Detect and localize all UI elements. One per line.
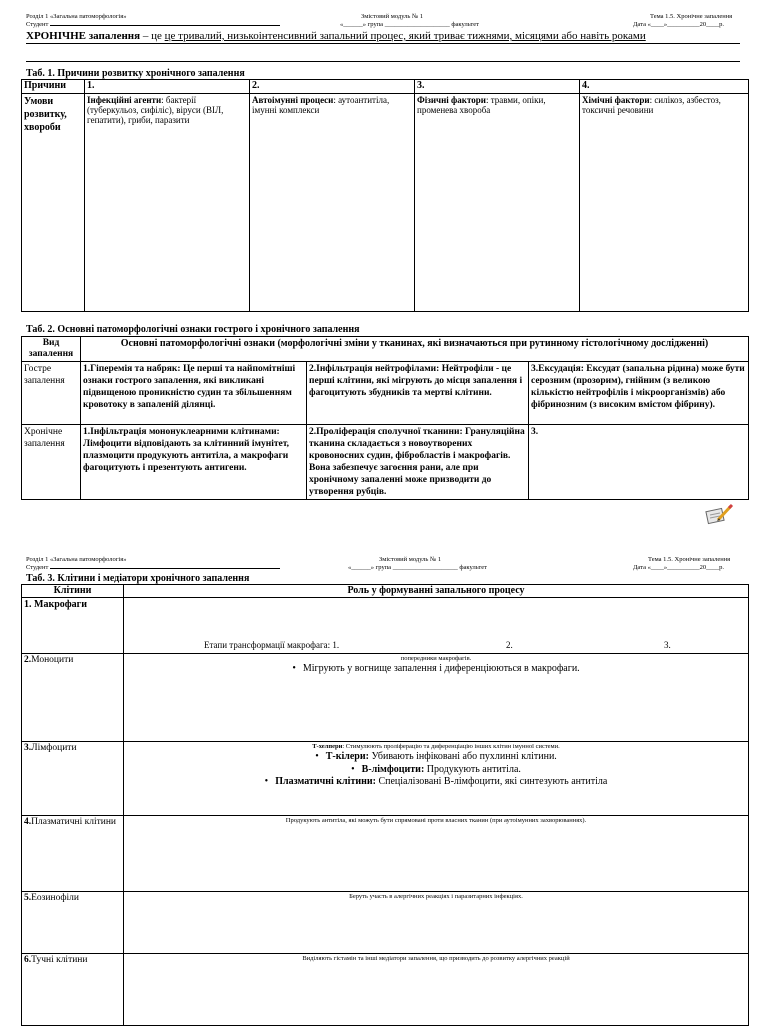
definition-underline: [26, 43, 740, 44]
definition-line-2[interactable]: [26, 61, 740, 62]
header-topic: Тема 1.5. Хронічне запалення: [648, 556, 731, 563]
table1-col-4: 4.: [580, 80, 749, 94]
eosinophils-role-cell[interactable]: [124, 892, 749, 954]
cell-name-lymphocytes: 3.Лімфоцити: [22, 742, 124, 816]
mast-cells-role-cell[interactable]: [124, 954, 749, 1026]
macrophage-stage-2: 2.: [506, 640, 513, 650]
plasma-cells-note: Продукують антитіла, які можуть бути спрямовані проти власних тканин (при аутоімунних захворюваннях).: [285, 817, 587, 824]
cause-cell-infectious[interactable]: Інфекційні агенти: бактерії (туберкульоз, сифіліс), віруси (ВІЛ, гепатити), гриби, паразити: [85, 94, 250, 312]
lymphocytes-bullets: [126, 751, 746, 789]
cause-cell-autoimmune[interactable]: Автоімунні процеси: аутоантитіла, імунні комплекси: [250, 94, 415, 312]
table1-row-header: Причини: [22, 80, 85, 94]
acute-sign-1[interactable]: 1.Гіперемія та набряк: Це перші та найпомітніші ознаки гострого запалення, які викликані підвищеною проникністю судин та збільшенням кровотоку в запаленій ділянці.: [81, 362, 307, 425]
acute-label: Гостре запалення: [22, 362, 81, 425]
cell-name-monocytes: 2.Моноцити: [22, 654, 124, 742]
chronic-sign-3[interactable]: 3.: [529, 425, 749, 500]
macrophage-stage-1: Етапи трансформації макрофага: 1.: [204, 640, 340, 650]
definition-term: ХРОНІЧНЕ запалення: [26, 30, 141, 42]
table1-col-3: 3.: [415, 80, 580, 94]
lymphocytes-role-cell[interactable]: [124, 742, 749, 816]
chronic-label: Хронічне запалення: [22, 425, 81, 500]
cell-name-eosinophils: 5.Еозинофіли: [22, 892, 124, 954]
table2-title: Таб. 2. Основні патоморфологічні ознаки гострого і хронічного запалення: [26, 324, 360, 335]
cell-name-plasma-cells: 4.Плазматичні клітини: [22, 816, 124, 892]
t-helpers-note: Т-хелпери: Стимулюють проліферацію та диференціацію інших клітин імунної системи.: [312, 743, 560, 750]
header-student-label: Студент: [26, 564, 280, 572]
cause-cell-physical[interactable]: Фізичні фактори: травми, опіки, променева хвороба: [415, 94, 580, 312]
signs-table: [21, 336, 749, 500]
header-group: «______» група ____________________ факультет: [348, 564, 487, 571]
causes-table: [21, 79, 749, 312]
table3-title: Таб. 3. Клітини і медіатори хронічного запалення: [26, 573, 250, 584]
table1-col-2: 2.: [250, 80, 415, 94]
header-section: Розділ 1 «Загальна патоморфологія»: [26, 556, 127, 563]
acute-sign-3[interactable]: 3.Ексудація: Ексудат (запальна рідина) може бути серозним (прозорим), гнійним (з великою кількістю нейтрофілів і мікроорганізмів) або фібринозним (з високим вмістом фібрину).: [529, 362, 749, 425]
plasma-cells-bullet: • Плазматичні клітини: Спеціалізовані В-лімфоцити, які синтезують антитіла: [126, 776, 746, 789]
acute-sign-2[interactable]: 2.Інфільтрація нейтрофілами: Нейтрофіли - це перші клітини, які мігрують до місця запалення і фагоцитують збудників та мертві клітини.: [307, 362, 529, 425]
b-lymphocytes-bullet: • В-лімфоцити: Продукують антитіла.: [126, 764, 746, 777]
cause-cell-chemical[interactable]: Хімічні фактори: силікоз, азбестоз, токсичні речовини: [580, 94, 749, 312]
header-date: Дата «____»__________20____р.: [633, 21, 724, 28]
table2-header-type: Вид запалення: [22, 337, 81, 362]
monocytes-bullet: • Мігрують у вогнище запалення і диференціюються в макрофаги.: [126, 663, 746, 676]
edit-notepad-icon[interactable]: [704, 503, 734, 527]
eosinophils-note: Беруть участь в алергічних реакціях і паразитарних інфекціях.: [349, 893, 523, 900]
definition-dash: – це: [142, 30, 162, 42]
student-name-field[interactable]: [50, 25, 280, 26]
table3-header-cells: Клітини: [22, 585, 124, 598]
plasma-cells-role-cell[interactable]: [124, 816, 749, 892]
header-section: Розділ 1 «Загальна патоморфологія»: [26, 13, 127, 20]
header-date: Дата «____»__________20____р.: [633, 564, 724, 571]
cells-table: [21, 584, 749, 1026]
monocytes-small-note: попередники макрофагів.: [400, 655, 472, 662]
student-name-field[interactable]: [50, 568, 280, 569]
cell-name-macrophages: 1. Макрофаги: [22, 598, 124, 654]
monocytes-bullets: [126, 663, 746, 676]
t-killers-bullet: • Т-кілери: Убивають інфіковані або пухлинні клітини.: [126, 751, 746, 764]
definition-text: це тривалий, низькоінтенсивний запальний процес, який триває тижнями, місяцями або навіть роками: [164, 30, 646, 42]
table1-title: Таб. 1. Причини розвитку хронічного запалення: [26, 68, 245, 79]
header-student-label: Студент: [26, 21, 280, 29]
table1-row-label: Умови розвитку, хвороби: [22, 94, 85, 312]
chronic-sign-1[interactable]: 1.Інфільтрація мононуклеарними клітинами: Лімфоцити відповідають за клітинний імунітет, плазмоцити продукують антитіла, а макрофаги фагоцитують і презентують антигени.: [81, 425, 307, 500]
header-module: Змістовий модуль № 1: [361, 13, 424, 20]
table2-header-signs: Основні патоморфологічні ознаки (морфологічні зміни у тканинах, які визначаються при рутинному гістологічному дослідженні): [81, 337, 749, 362]
table3-header-role: Роль у формуванні запального процесу: [124, 585, 749, 598]
header-group: «______» група ____________________ факультет: [340, 21, 479, 28]
monocytes-role-cell[interactable]: [124, 654, 749, 742]
chronic-sign-2[interactable]: 2.Проліферація сполучної тканини: Грануляційна тканина складається з новоутворених кровоносних судин, фібробластів і макрофагів. Вона забезпечує загоєння рани, але при хронічному запаленні може призводити до утворення рубців.: [307, 425, 529, 500]
macrophage-stage-3: 3.: [664, 640, 671, 650]
header-module: Змістовий модуль № 1: [379, 556, 442, 563]
table1-col-1: 1.: [85, 80, 250, 94]
header-topic: Тема 1.5. Хронічне запалення: [650, 13, 733, 20]
definition: [26, 29, 742, 43]
macrophage-stages-cell[interactable]: [124, 598, 749, 654]
mast-cells-note: Виділяють гістамін та інші медіатори запалення, що призводить до розвитку алергічних реакцій: [302, 955, 570, 962]
cell-name-mast-cells: 6.Тучні клітини: [22, 954, 124, 1026]
